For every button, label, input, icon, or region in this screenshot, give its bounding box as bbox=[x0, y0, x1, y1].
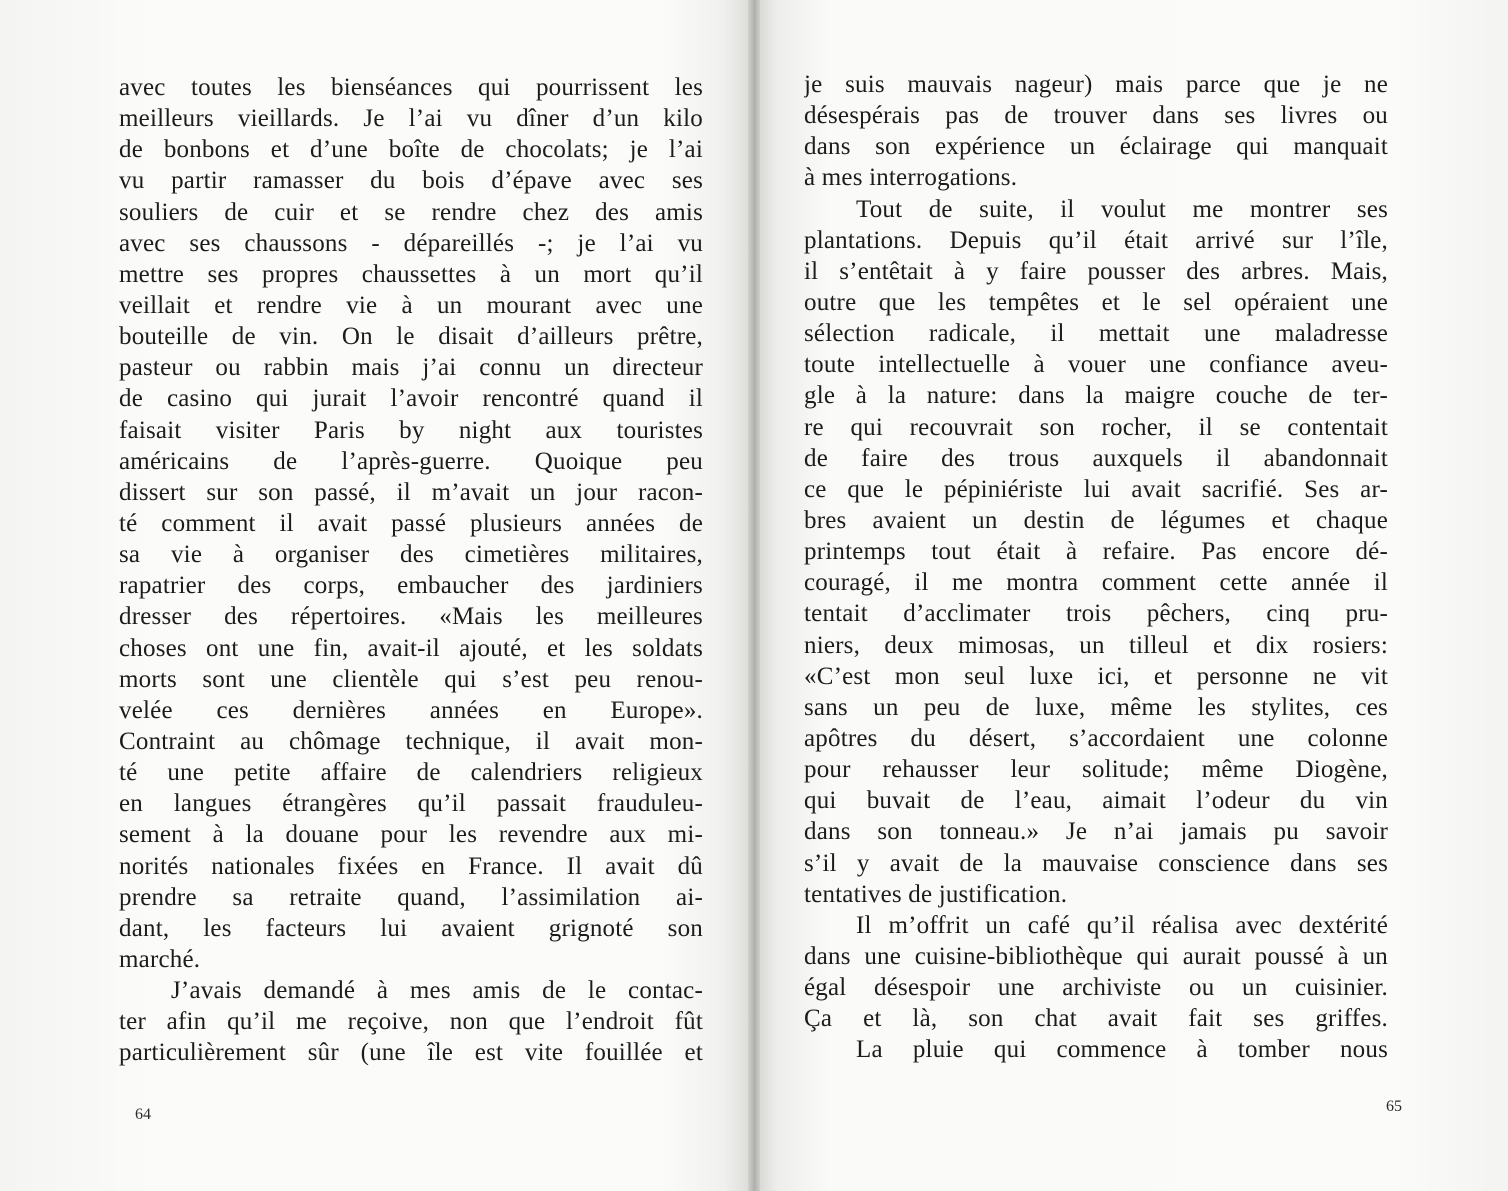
text-line: choses ont une fin, avait-il ajouté, et les soldats bbox=[119, 634, 703, 662]
text-line: sement à la douane pour les revendre aux mi- bbox=[119, 821, 703, 849]
text-line: américains de l’après-guerre. Quoique peu bbox=[119, 447, 703, 475]
text-line: J’avais demandé à mes amis de le contac- bbox=[171, 977, 703, 1005]
text-line: avec toutes les bienséances qui pourrissent les bbox=[119, 74, 703, 101]
text-line: outre que les tempêtes et le sel opéraient une bbox=[804, 288, 1388, 316]
text-line: velée ces dernières années en Europe». bbox=[119, 696, 703, 724]
text-line: Contraint au chômage technique, il avait mon- bbox=[119, 727, 703, 755]
text-line: tentatives de justification. bbox=[804, 880, 1068, 908]
text-line: particulièrement sûr (une île est vite fouillée et bbox=[119, 1039, 703, 1067]
text-line: dresser des répertoires. «Mais les meilleures bbox=[119, 603, 703, 631]
text-line: gle à la nature: dans la maigre couche de ter- bbox=[804, 382, 1388, 410]
text-line: toute intellectuelle à vouer une confiance aveu- bbox=[804, 351, 1388, 379]
text-line: Tout de suite, il voulut me montrer ses bbox=[856, 195, 1388, 223]
text-line: meilleurs vieillards. Je l’ai vu dîner d’un kilo bbox=[119, 105, 703, 133]
left-page-number: 64 bbox=[135, 1106, 151, 1123]
text-line: il s’entêtait à y faire pousser des arbres. Mais, bbox=[804, 257, 1388, 285]
text-line: ter afin qu’il me reçoive, non que l’endroit fût bbox=[119, 1008, 703, 1036]
text-line: morts sont une clientèle qui s’est peu renou- bbox=[119, 665, 703, 693]
left-page-text bbox=[119, 72, 703, 1069]
text-line: vu partir ramasser du bois d’épave avec ses bbox=[119, 167, 703, 195]
text-line: sa vie à organiser des cimetières militaires, bbox=[119, 541, 703, 569]
text-line: niers, deux mimosas, un tilleul et dix rosiers: bbox=[804, 631, 1388, 659]
text-line: couragé, il me montra comment cette année il bbox=[804, 569, 1388, 597]
text-line: printemps tout était à refaire. Pas encore dé- bbox=[804, 538, 1388, 566]
text-line: mettre ses propres chaussettes à un mort qu’il bbox=[119, 260, 703, 288]
text-line: plantations. Depuis qu’il était arrivé sur l’île, bbox=[804, 226, 1388, 254]
text-line: de bonbons et d’une boîte de chocolats; je l’ai bbox=[119, 136, 703, 164]
right-page bbox=[754, 0, 1508, 1191]
text-line: égal désespoir une archiviste ou un cuisinier. bbox=[804, 974, 1388, 1002]
text-line: té comment il avait passé plusieurs années de bbox=[119, 509, 703, 537]
text-line: je suis mauvais nageur) mais parce que je ne bbox=[804, 71, 1388, 98]
text-line: désespérais pas de trouver dans ses livres ou bbox=[804, 102, 1388, 130]
text-line: en langues étrangères qu’il passait frauduleu- bbox=[119, 790, 703, 818]
text-line: té une petite affaire de calendriers religieux bbox=[119, 759, 703, 787]
text-line: bouteille de vin. On le disait d’ailleurs prêtre, bbox=[119, 323, 703, 351]
text-line: dant, les facteurs lui avaient grignoté son bbox=[119, 914, 703, 942]
text-line: s’il y avait de la mauvaise conscience dans ses bbox=[804, 849, 1388, 877]
text-line: qui buvait de l’eau, aimait l’odeur du vin bbox=[804, 787, 1388, 815]
text-line: de faire des trous auxquels il abandonnait bbox=[804, 444, 1388, 472]
text-line: pour rehausser leur solitude; même Diogène, bbox=[804, 756, 1388, 784]
text-line: veillait et rendre vie à un mourant avec une bbox=[119, 291, 703, 319]
text-line: «C’est mon seul luxe ici, et personne ne vit bbox=[804, 662, 1388, 690]
text-line: faisait visiter Paris by night aux touristes bbox=[119, 416, 703, 444]
text-line: rapatrier des corps, embaucher des jardiniers bbox=[119, 572, 703, 600]
text-line: prendre sa retraite quand, l’assimilation ai- bbox=[119, 883, 703, 911]
text-line: souliers de cuir et se rendre chez des amis bbox=[119, 198, 703, 226]
text-line: Il m’offrit un café qu’il réalisa avec dextérité bbox=[856, 911, 1388, 939]
right-page-number: 65 bbox=[1386, 1098, 1402, 1115]
text-line: dissert sur son passé, il m’avait un jour racon- bbox=[119, 478, 703, 506]
text-line: bres avaient un destin de légumes et chaque bbox=[804, 506, 1388, 534]
text-line: avec ses chaussons - dépareillés -; je l’ai vu bbox=[119, 229, 703, 257]
text-line: dans son expérience un éclairage qui manquait bbox=[804, 133, 1388, 161]
text-line: norités nationales fixées en France. Il avait dû bbox=[119, 852, 703, 880]
text-line: dans son tonneau.» Je n’ai jamais pu savoir bbox=[804, 818, 1388, 846]
text-line: ce que le pépiniériste lui avait sacrifié. Ses ar- bbox=[804, 475, 1388, 503]
text-line: marché. bbox=[119, 945, 201, 973]
book-gutter bbox=[748, 0, 760, 1191]
text-line: apôtres du désert, s’accordaient une colonne bbox=[804, 724, 1388, 752]
text-line: Ça et là, son chat avait fait ses griffes. bbox=[804, 1005, 1388, 1033]
text-line: dans une cuisine-bibliothèque qui aurait poussé à un bbox=[804, 942, 1388, 970]
text-line: La pluie qui commence à tomber nous bbox=[856, 1036, 1388, 1064]
text-line: tentait d’acclimater trois pêchers, cinq pru- bbox=[804, 600, 1388, 628]
text-line: à mes interrogations. bbox=[804, 164, 1018, 192]
text-line: sans un peu de luxe, même les stylites, ces bbox=[804, 693, 1388, 721]
text-line: sélection radicale, il mettait une maladresse bbox=[804, 320, 1388, 348]
text-line: de casino qui jurait l’avoir rencontré quand il bbox=[119, 385, 703, 413]
right-page-text bbox=[804, 69, 1388, 1066]
text-line: pasteur ou rabbin mais j’ai connu un directeur bbox=[119, 354, 703, 382]
text-line: re qui recouvrait son rocher, il se contentait bbox=[804, 413, 1388, 441]
